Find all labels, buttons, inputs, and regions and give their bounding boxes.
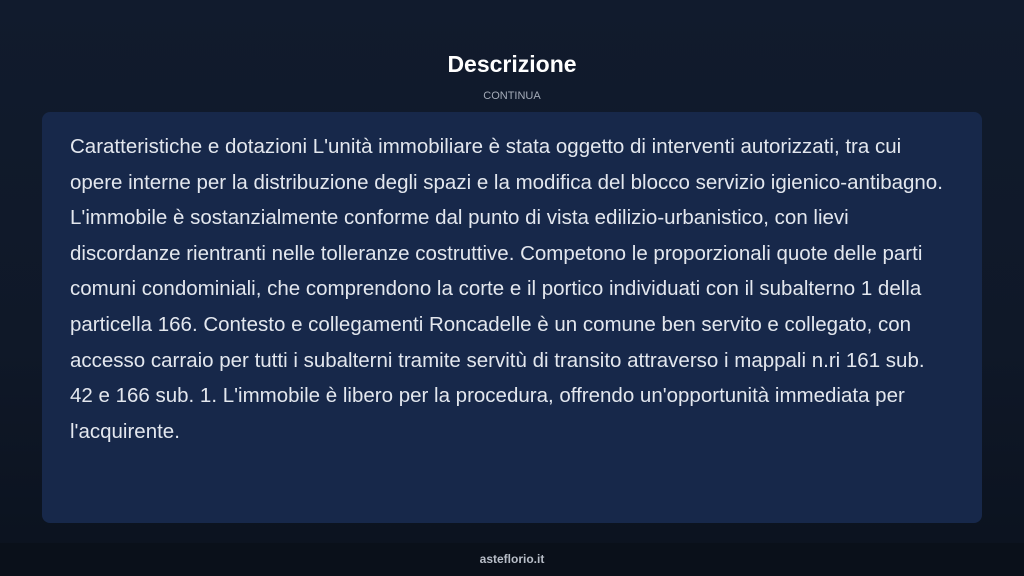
footer-brand: asteflorio.it bbox=[479, 552, 545, 566]
page-title: Descrizione bbox=[447, 51, 577, 77]
description-card bbox=[42, 112, 982, 523]
page-subtitle: CONTINUA bbox=[483, 90, 541, 102]
description-text: Caratteristiche e dotazioni L'unità immobiliare è stata oggetto di interventi autorizzati, tra cui opere interne per la distribuzione degli spazi e la modifica del blocco servizio igienico-antibagno. L'immobile è sostanzialmente conforme dal punto di vista edilizio-urbanistico, con lievi discordanze rientranti nelle tolleranze costruttive. Competono le proporzionali quote delle parti comuni condominiali, che comprendono la corte e il portico individuati con il subalterno 1 della particella 166. Contesto e collegamenti Roncadelle è un comune ben servito e collegato, con accesso carraio per tutti i subalterni tramite servitù di transito attraverso i mappali n.ri 161 sub. 42 e 166 sub. 1. L'immobile è libero per la procedura, offrendo un'opportunità immediata per l'acquirente. bbox=[70, 135, 943, 443]
footer-bar bbox=[0, 543, 1024, 576]
